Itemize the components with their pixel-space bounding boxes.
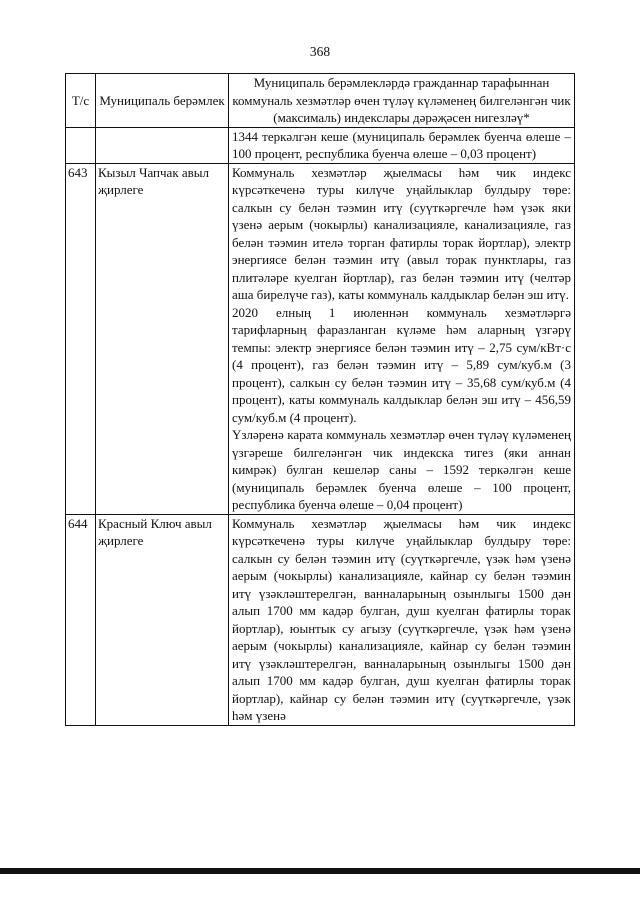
paragraph: Үзләренә карата коммуналь хезмәтләр өчен түләү күләменең үзгәреше билгеләнгән чик индекска тигез (яки аннан кимрәк) булган кешеләр саны – 1592 теркәлгән кеше (муниципаль берәмлек буенча өлеше – 100 процент, республика буенча өлеше – 0,04 процент) xyxy=(232,427,571,512)
header-municipality: Муниципаль берәмлек xyxy=(96,74,229,128)
municipality-name: Кызыл Чапчак авыл җирлеге xyxy=(96,163,229,514)
municipality-name: Красный Ключ авыл җирлеге xyxy=(96,514,229,725)
header-num: Т/с xyxy=(66,74,96,128)
index-table xyxy=(65,73,575,726)
table-header-row xyxy=(66,74,575,128)
continuation-municipality-cell xyxy=(96,127,229,163)
paragraph: Коммуналь хезмәтләр җыелмасы һәм чик индекс күрсәткеченә туры килүче уңайлыклар булдыру төре: салкын су белән тәэмин итү (суүткәргечле һәм үзәк яки үзенә аерым (чокырлы) канализацияле, канализацияле, газ белән тәэмин ителә торган фатирлы торак йортлар), электр энергиясе белән тәэмин итү (авыл торак пунктлары, газ плитәләре куелган йортлар), газ белән тәэмин итү (челтәр аша бирелүче газ), каты коммуналь калдыклар белән эш итү. xyxy=(232,164,571,302)
table-row xyxy=(66,514,575,725)
continuation-text: 1344 теркәлгән кеше (муниципаль берәмлек буенча өлеше – 100 процент, республика буенча өлеше – 0,03 процент) xyxy=(232,128,571,161)
paragraph: 2020 елның 1 июленнән коммуналь хезмәтләргә тарифларның фаразланган күләме һәм аларның үзгәрү темпы: электр энергиясе белән тәэмин итү – 2,75 сум/кВт·с (4 процент), газ белән тәэмин итү – 5,89 сум/куб.м (3 процент), салкын су белән тәэмин итү – 35,68 сум/куб.м (4 процент), каты коммуналь калдыклар белән эш итү – 456,59 сум/куб.м (4 процент). xyxy=(232,304,571,425)
index-justification xyxy=(229,163,575,514)
table-row-continuation xyxy=(66,127,575,163)
row-number: 644 xyxy=(66,514,96,725)
index-justification xyxy=(229,514,575,725)
continuation-cell xyxy=(229,127,575,163)
row-number: 643 xyxy=(66,163,96,514)
table-row xyxy=(66,163,575,514)
header-index: Муниципаль берәмлекләрдә гражданнар тарафыннан коммуналь хезмәтләр өчен түләү күләменең билгеләнгән чик (максималь) индекслары дәрәҗәсен нигезләү* xyxy=(229,74,575,128)
page-number: 368 xyxy=(309,44,331,59)
continuation-num-cell xyxy=(66,127,96,163)
scan-edge-bar xyxy=(0,868,640,874)
paragraph: Коммуналь хезмәтләр җыелмасы һәм чик индекс күрсәткеченә туры килүче уңайлыклар булдыру төре: салкын су белән тәэмин итү (суүткәргечле, үзәк һәм үзенә аерым (чокырлы) канализацияле, кайнар су белән тәэмин итү үзәкләштерелгән, ванналарының озынлыгы 1500 дән алып 1700 мм кадәр булган, душ куелган фатирлы торак йортлар), юынтык су агызу (суүткәргечле, үзәк һәм үзенә аерым (чокырлы) канализацияле, кайнар су белән тәэмин итү үзәкләштерелгән, ванналарының озынлыгы 1500 дән алып 1700 мм кадәр булган, душ куелган фатирлы торак йортлар), кайнар су белән тәэмин итү (суүткәргечле, үзәк һәм үзенә xyxy=(232,515,571,723)
